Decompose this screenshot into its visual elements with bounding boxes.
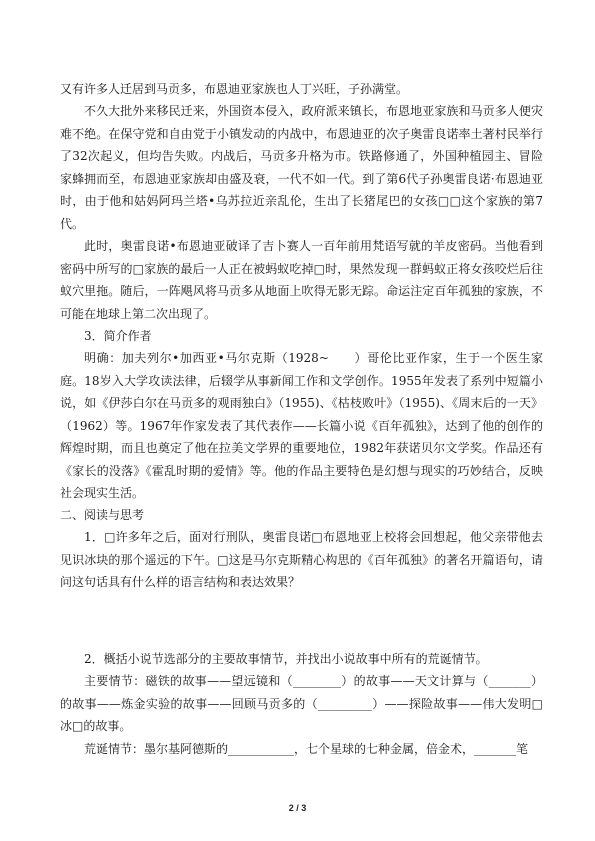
page-number: 2 / 3 bbox=[288, 803, 307, 813]
paragraph-author-biography: 明确：加夫列尔•加西亚•马尔克斯（1928~ ）哥伦比亚作家，生于一个医生家庭。18岁入大学攻读法律，后辍学从事新闻工作和文学创作。1955年发表了系列中短篇小说，如《伊莎白尔在马贡多的观雨独白》（1955)、《枯枝败叶》（1955)、《周末后的一天》（1962）等。1967年作家发表了其代表作——长篇小说《百年孤独》，达到了他的创作的辉煌时期，而且也奠定了他在拉美文学界的重要地位，1982年获诺贝尔文学奖。作品还有《家长的没落》《霍乱时期的爱情》等。他的作品主要特色是幻想与现实的巧妙结合，反映社会现实生活。 bbox=[60, 351, 543, 500]
main-plot-answer: 主要情节：磁铁的故事——望远镜和（________）的故事——天文计算与（_______）的故事——炼金实验的故事——回顾马贡多的（_________）——探险故事——伟大发明□冰□的故事。 bbox=[60, 674, 543, 733]
paragraph-family-prosperity: 又有许多人迁居到马贡多，布恩迪亚家族也人丁兴旺，子孙满堂。 bbox=[60, 82, 409, 96]
paragraph-parchment-code: 此时，奥雷良诺•布恩迪亚破译了吉卜赛人一百年前用梵语写就的羊皮密码。当他看到密码中所写的□家族的最后一人正在被蚂蚁吃掉□时，果然发现一群蚂蚁正将女孩咬烂后往蚁穴里拖。随后，一阵飓风将马贡多从地面上吹得无影无踪。命运注定百年孤独的家族，不可能在地球上第二次出现了。 bbox=[60, 239, 543, 321]
question-2: 2．概括小说节选部分的主要故事情节，并找出小说故事中所有的荒诞情节。 bbox=[84, 652, 488, 666]
section-heading-reading-thinking: 二、阅读与思考 bbox=[60, 508, 145, 522]
section-heading-author-intro: 3．简介作者 bbox=[84, 329, 152, 343]
question-1: 1．□许多年之后，面对行刑队，奥雷良诺□布恩地亚上校将会回想起，他父亲带他去见识冰块的那个遥远的下午。□这是马尔克斯精心构思的《百年孤独》的著名开篇语句，请问这句话具有什么样的语言结构和表达效果？ bbox=[60, 530, 543, 589]
paragraph-family-decline: 不久大批外来移民迁来，外国资本侵入，政府派来镇长，布恩地亚家族和马贡多人便灾难不绝。在保守党和自由党于小镇发动的内战中，布恩迪亚的次子奥雷良诺率土著村民举行了32次起义，但均告失败。内战后，马贡多升格为市。铁路修通了，外国种植园主、冒险家蜂拥而至，布恩迪亚家族却由盛及衰，一代不如一代。到了第6代子孙奥雷良诺·布恩迪亚时，由于他和姑妈阿玛兰塔•乌苏拉近亲乱伦，生出了长猪尾巴的女孩□□这个家族的第7代。 bbox=[60, 104, 543, 231]
absurd-plot-answer: 荒诞情节：墨尔基阿德斯的___________，七个星球的七种金属，倍金术，_______笔 bbox=[84, 742, 529, 756]
